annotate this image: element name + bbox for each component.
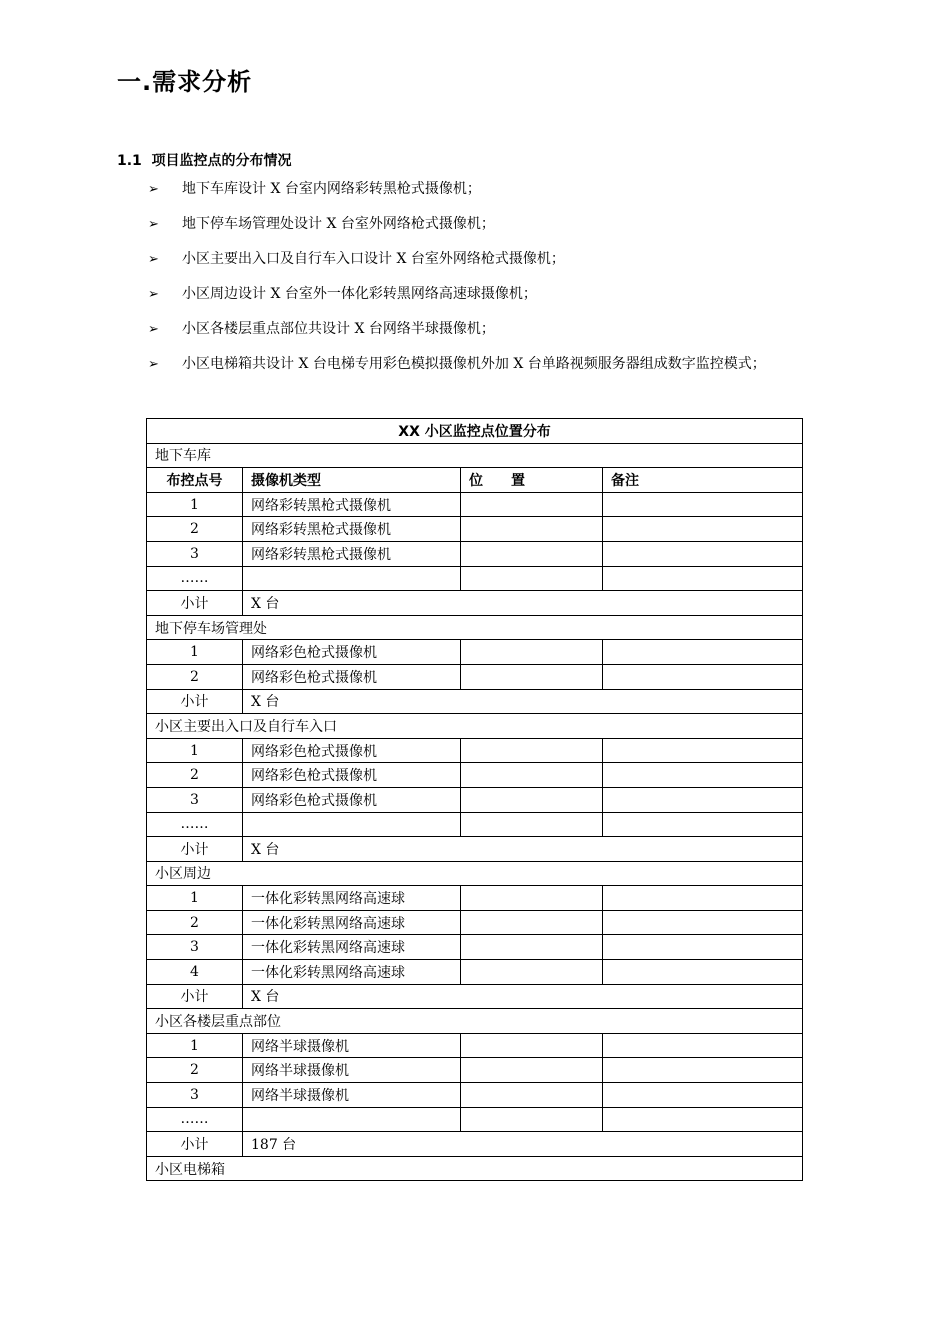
table-cell: 网络彩转黑枪式摄像机 [243,517,461,542]
table-cell [461,812,603,837]
section-title: 项目监控点的分布情况 [151,153,292,169]
section-name: 小区电梯箱 [147,1156,803,1181]
table-cell [461,1083,603,1108]
table-cell [603,935,803,960]
table-cell [603,541,803,566]
table-row [147,566,803,591]
section-name: 地下停车场管理处 [147,615,803,640]
section-row [147,615,803,640]
table-row [147,664,803,689]
monitoring-table [146,418,803,1181]
table-row [147,492,803,517]
table-cell [461,787,603,812]
table-cell: 网络彩色枪式摄像机 [243,787,461,812]
header-row [147,468,803,493]
table-cell: 网络彩色枪式摄像机 [243,640,461,665]
table-cell [603,886,803,911]
table-cell: 3 [147,541,243,566]
subtotal-label: 小计 [147,837,243,862]
table-row [147,886,803,911]
table-row [147,1107,803,1132]
subtotal-row [147,689,803,714]
table-row [147,517,803,542]
subtotal-value: 187 台 [243,1132,803,1157]
arrow-bullet-icon: ➢ [148,217,159,232]
subtotal-row [147,591,803,616]
table-cell [461,541,603,566]
table-cell [603,1058,803,1083]
bullet-list [148,172,848,382]
table-cell: 2 [147,910,243,935]
arrow-bullet-icon: ➢ [148,182,159,197]
section-number: 1.1 [117,153,142,169]
arrow-bullet-icon: ➢ [148,287,159,302]
column-header: 布控点号 [147,468,243,493]
table-cell [461,763,603,788]
table-cell [461,492,603,517]
table-cell [603,960,803,985]
table-cell [461,935,603,960]
table-cell [603,640,803,665]
table-title: XX 小区监控点位置分布 [147,419,803,444]
bullet-item: ➢ 小区周边设计 X 台室外一体化彩转黑网络高速球摄像机； [148,277,848,312]
arrow-bullet-icon: ➢ [148,357,159,372]
table-cell: 1 [147,1033,243,1058]
arrow-bullet-icon: ➢ [148,252,159,267]
page-heading: 一.需求分析 [117,68,253,96]
table-cell [603,763,803,788]
table-cell [603,1107,803,1132]
table-cell: 一体化彩转黑网络高速球 [243,910,461,935]
table-cell [243,566,461,591]
table-row [147,787,803,812]
section-name: 小区各楼层重点部位 [147,1009,803,1034]
table-row [147,812,803,837]
subtotal-value: X 台 [243,591,803,616]
subtotal-value: X 台 [243,837,803,862]
table-row [147,640,803,665]
table-cell [461,517,603,542]
section-row [147,714,803,739]
table-cell [603,664,803,689]
table-cell [603,910,803,935]
table-cell [461,1033,603,1058]
subtotal-label: 小计 [147,689,243,714]
table-row [147,910,803,935]
table-cell [461,738,603,763]
subtotal-label: 小计 [147,591,243,616]
table-cell: 网络彩色枪式摄像机 [243,664,461,689]
table-cell: 网络半球摄像机 [243,1083,461,1108]
section-name: 小区主要出入口及自行车入口 [147,714,803,739]
bullet-item: ➢ 地下车库设计 X 台室内网络彩转黑枪式摄像机； [148,172,848,207]
section-row [147,1009,803,1034]
table-cell [603,492,803,517]
table-cell [243,812,461,837]
section-heading [117,150,292,170]
table-cell [603,812,803,837]
table-cell: 1 [147,640,243,665]
table-cell [461,664,603,689]
bullet-item: ➢ 小区各楼层重点部位共设计 X 台网络半球摄像机； [148,312,848,347]
section-row [147,861,803,886]
table-cell [603,517,803,542]
table-cell: 网络半球摄像机 [243,1058,461,1083]
table-row [147,1033,803,1058]
table-cell [603,1083,803,1108]
table-cell [603,787,803,812]
subtotal-label: 小计 [147,1132,243,1157]
table-cell [461,960,603,985]
table-cell [603,738,803,763]
section-row [147,1156,803,1181]
column-header: 位 置 [461,468,603,493]
bullet-item: ➢ 地下停车场管理处设计 X 台室外网络枪式摄像机； [148,207,848,242]
table-cell: …… [147,566,243,591]
arrow-bullet-icon: ➢ [148,322,159,337]
table-cell: 一体化彩转黑网络高速球 [243,960,461,985]
table-cell: 2 [147,664,243,689]
subtotal-row [147,984,803,1009]
subtotal-row [147,1132,803,1157]
table-row [147,738,803,763]
table-cell: 3 [147,1083,243,1108]
table-cell [461,1058,603,1083]
subtotal-row [147,837,803,862]
table-cell: 2 [147,763,243,788]
table-row [147,541,803,566]
table-cell [461,1107,603,1132]
table-cell [603,566,803,591]
table-cell: …… [147,1107,243,1132]
table-row [147,1083,803,1108]
table-cell: 网络彩色枪式摄像机 [243,738,461,763]
section-name: 小区周边 [147,861,803,886]
table-cell [243,1107,461,1132]
table-row [147,960,803,985]
table-row [147,763,803,788]
table-row [147,935,803,960]
bullet-item: ➢ 小区电梯箱共设计 X 台电梯专用彩色模拟摄像机外加 X 台单路视频服务器组成数字监控模式； [148,347,848,382]
table-cell: …… [147,812,243,837]
table-cell: 4 [147,960,243,985]
table-cell: 1 [147,492,243,517]
table-cell [461,910,603,935]
subtotal-value: X 台 [243,689,803,714]
table-cell: 网络彩色枪式摄像机 [243,763,461,788]
table-cell: 3 [147,935,243,960]
table-row [147,1058,803,1083]
section-name: 地下车库 [147,443,803,468]
table-title-row [147,419,803,444]
table-cell: 网络彩转黑枪式摄像机 [243,541,461,566]
table-cell: 2 [147,517,243,542]
table-cell: 一体化彩转黑网络高速球 [243,886,461,911]
table-cell: 1 [147,738,243,763]
table-cell [461,886,603,911]
column-header: 摄像机类型 [243,468,461,493]
subtotal-label: 小计 [147,984,243,1009]
section-row [147,443,803,468]
table-cell: 2 [147,1058,243,1083]
table-cell: 网络半球摄像机 [243,1033,461,1058]
table-cell [603,1033,803,1058]
table-cell: 1 [147,886,243,911]
subtotal-value: X 台 [243,984,803,1009]
column-header: 备注 [603,468,803,493]
table-cell: 3 [147,787,243,812]
bullet-item: ➢ 小区主要出入口及自行车入口设计 X 台室外网络枪式摄像机； [148,242,848,277]
table-cell: 一体化彩转黑网络高速球 [243,935,461,960]
table-cell [461,566,603,591]
table-cell [461,640,603,665]
table-cell: 网络彩转黑枪式摄像机 [243,492,461,517]
